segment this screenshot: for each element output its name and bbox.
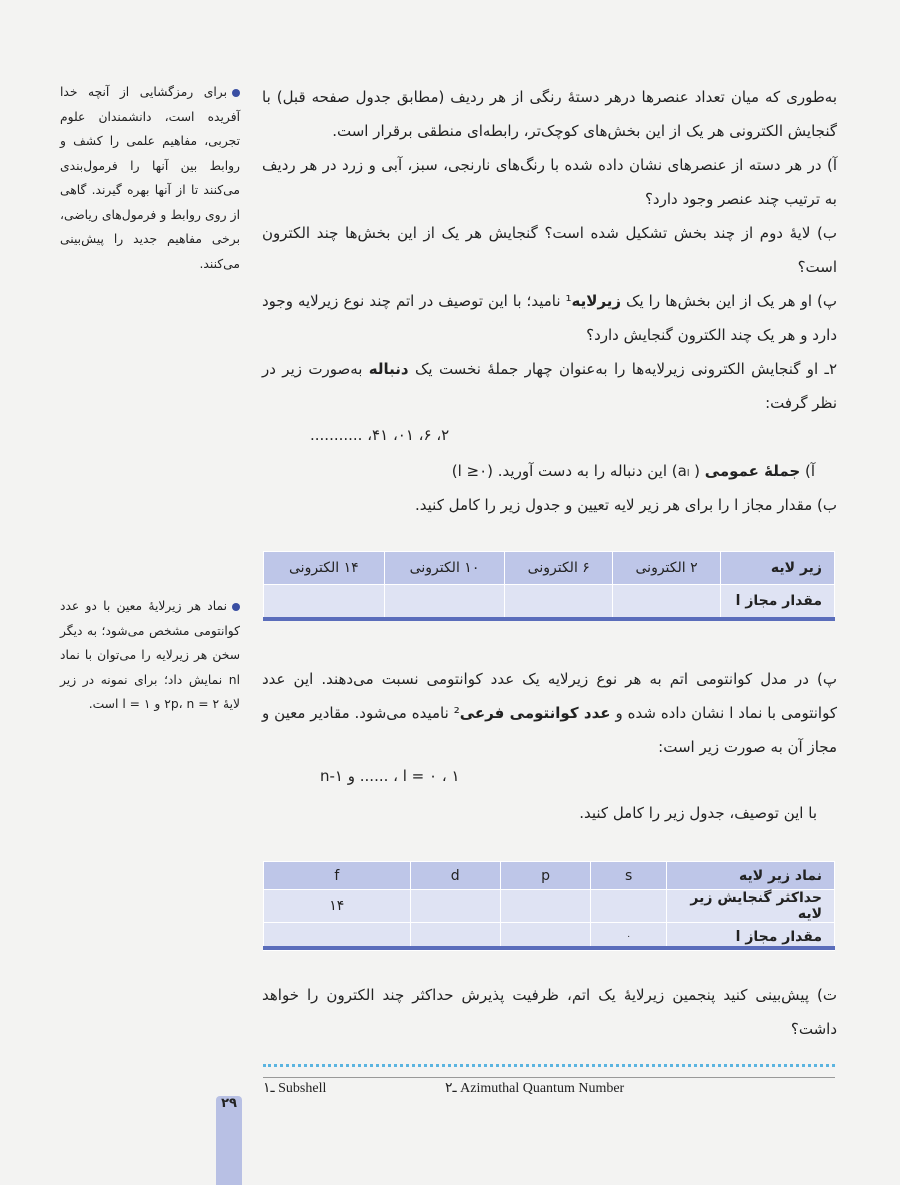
dotted-divider: [263, 1064, 835, 1067]
question-allowed-l: ب) مقدار مجاز l را برای هر زیر لایه تعیین و جدول زیر را کامل کنید.: [415, 496, 837, 514]
table-row: [264, 862, 835, 890]
question-b: ب) لایهٔ دوم از چند بخش تشکیل شده است؟ گنجایش هر یک از این بخش‌ها چند الکترون است؟: [262, 224, 837, 276]
question-a: آ) در هر دسته از عنصرهای نشان داده شده با رنگ‌های نارنجی، سبز، آبی و زرد در هر ردیف به ترتیب چند عنصر وجود دارد؟: [262, 156, 837, 208]
question-fifth-subshell: ت) پیش‌بینی کنید پنجمین زیرلایهٔ یک اتم، ظرفیت پذیرش حداکثر چند الکترون را خواهد داشت؟: [262, 986, 837, 1038]
subshell-table-1: [263, 551, 835, 618]
table-header-cell: ۶ الکترونی: [505, 552, 613, 585]
footnote-rule: [263, 1077, 835, 1078]
table-header-cell: s: [591, 862, 667, 890]
table-header-cell: ۱۴ الکترونی: [264, 552, 385, 585]
table-row-label: حداکثر گنجایش زیر لایه: [667, 890, 835, 923]
table-cell[interactable]: [505, 585, 613, 618]
table-cell[interactable]: [591, 890, 667, 923]
bullet-icon: [232, 89, 240, 97]
sequence: ۲، ۶، ۱۰، ۱۴، ...........: [310, 426, 450, 444]
paragraph-quantum-number: پ) در مدل کوانتومی اتم به هر نوع زیرلایه یک عدد کوانتومی نسبت می‌دهند. این عدد کوانتومی با نماد l نشان داده شده و عدد کوانتومی فرعی² نامیده می‌شود. مقادیر معین و مجاز آن به صورت زیر است:: [262, 670, 837, 756]
table-underline: [263, 617, 835, 621]
table-header-cell: ۲ الکترونی: [613, 552, 721, 585]
table-header-cell: p: [500, 862, 590, 890]
table-cell[interactable]: ۱۴: [264, 890, 411, 923]
footnote-1: ۱ـ Subshell: [263, 1081, 327, 1096]
table-cell[interactable]: [410, 890, 500, 923]
table-cell[interactable]: [384, 585, 505, 618]
section-2-intro: ۲ـ او گنجایش الکترونی زیرلایه‌ها را به‌عنوان چهار جملهٔ نخست یک دنباله به‌صورت زیر در نظر گرفت:: [262, 360, 837, 412]
table-cell[interactable]: ۰: [591, 923, 667, 951]
table-header-label: نماد زیر لایه: [667, 862, 835, 890]
question-general-term: آ) جملهٔ عمومی ( aₗ) این دنباله را به دست آورید. (l ≥۰): [451, 462, 815, 480]
page-number: ۲۹: [221, 1096, 237, 1111]
table-underline: [263, 946, 835, 950]
table-header-label: زیر لایه: [721, 552, 835, 585]
question-p: پ) او هر یک از این بخش‌ها را یک زیرلایه¹ نامید؛ با این توصیف در اتم چند نوع زیرلایه وجود دارد و هر یک چند الکترون گنجایش دارد؟: [262, 292, 837, 344]
table-cell[interactable]: [613, 585, 721, 618]
table-row: [264, 552, 835, 585]
table-cell[interactable]: [500, 890, 590, 923]
subshell-table-2: [263, 861, 835, 951]
footnote-2: ۲ـ Azimuthal Quantum Number: [445, 1081, 625, 1096]
table-row: [264, 585, 835, 618]
table-row-label: مقدار مجاز l: [721, 585, 835, 618]
table-header-cell: ۱۰ الکترونی: [384, 552, 505, 585]
main-text: [262, 80, 837, 420]
table-header-cell: f: [264, 862, 411, 890]
formula: l = ۰ ، ۱ ، ...... و n-۱: [320, 767, 460, 785]
paragraph-intro: به‌طوری که میان تعداد عنصرها درهر دستهٔ رنگی از هر ردیف (مطابق جدول صفحه قبل) با گنجایش الکترونی هر یک از این بخش‌های کوچک‌تر، رابطه‌ای منطقی برقرار است.: [262, 88, 837, 140]
side-note-1: برای رمزگشایی از آنچه خدا آفریده است، دانشمندان علوم تجربی، مفاهیم علمی را کشف و روابط بین آنها را فرمول‌بندی می‌کنند تا از آنها بهره گیرند. گاهی از روی روابط و فرمول‌های ریاضی، برخی مفاهیم جدید را پیش‌بینی می‌کنند.: [60, 85, 240, 271]
table-header-cell: d: [410, 862, 500, 890]
bullet-icon: [232, 603, 240, 611]
table-cell[interactable]: [264, 585, 385, 618]
main-text-2: [262, 662, 837, 764]
side-note-2: نماد هر زیرلایهٔ معین با دو عدد کوانتومی مشخص می‌شود؛ به دیگر سخن هر زیرلایه را می‌توان با نماد nl نمایش داد؛ برای نمونه در زیر لایهٔ ۲p، n = ۲ و l = ۱ است.: [60, 599, 240, 711]
instruction: با این توصیف، جدول زیر را کامل کنید.: [579, 804, 817, 822]
table-row: [264, 890, 835, 923]
table-row-label: مقدار مجاز l: [667, 923, 835, 951]
